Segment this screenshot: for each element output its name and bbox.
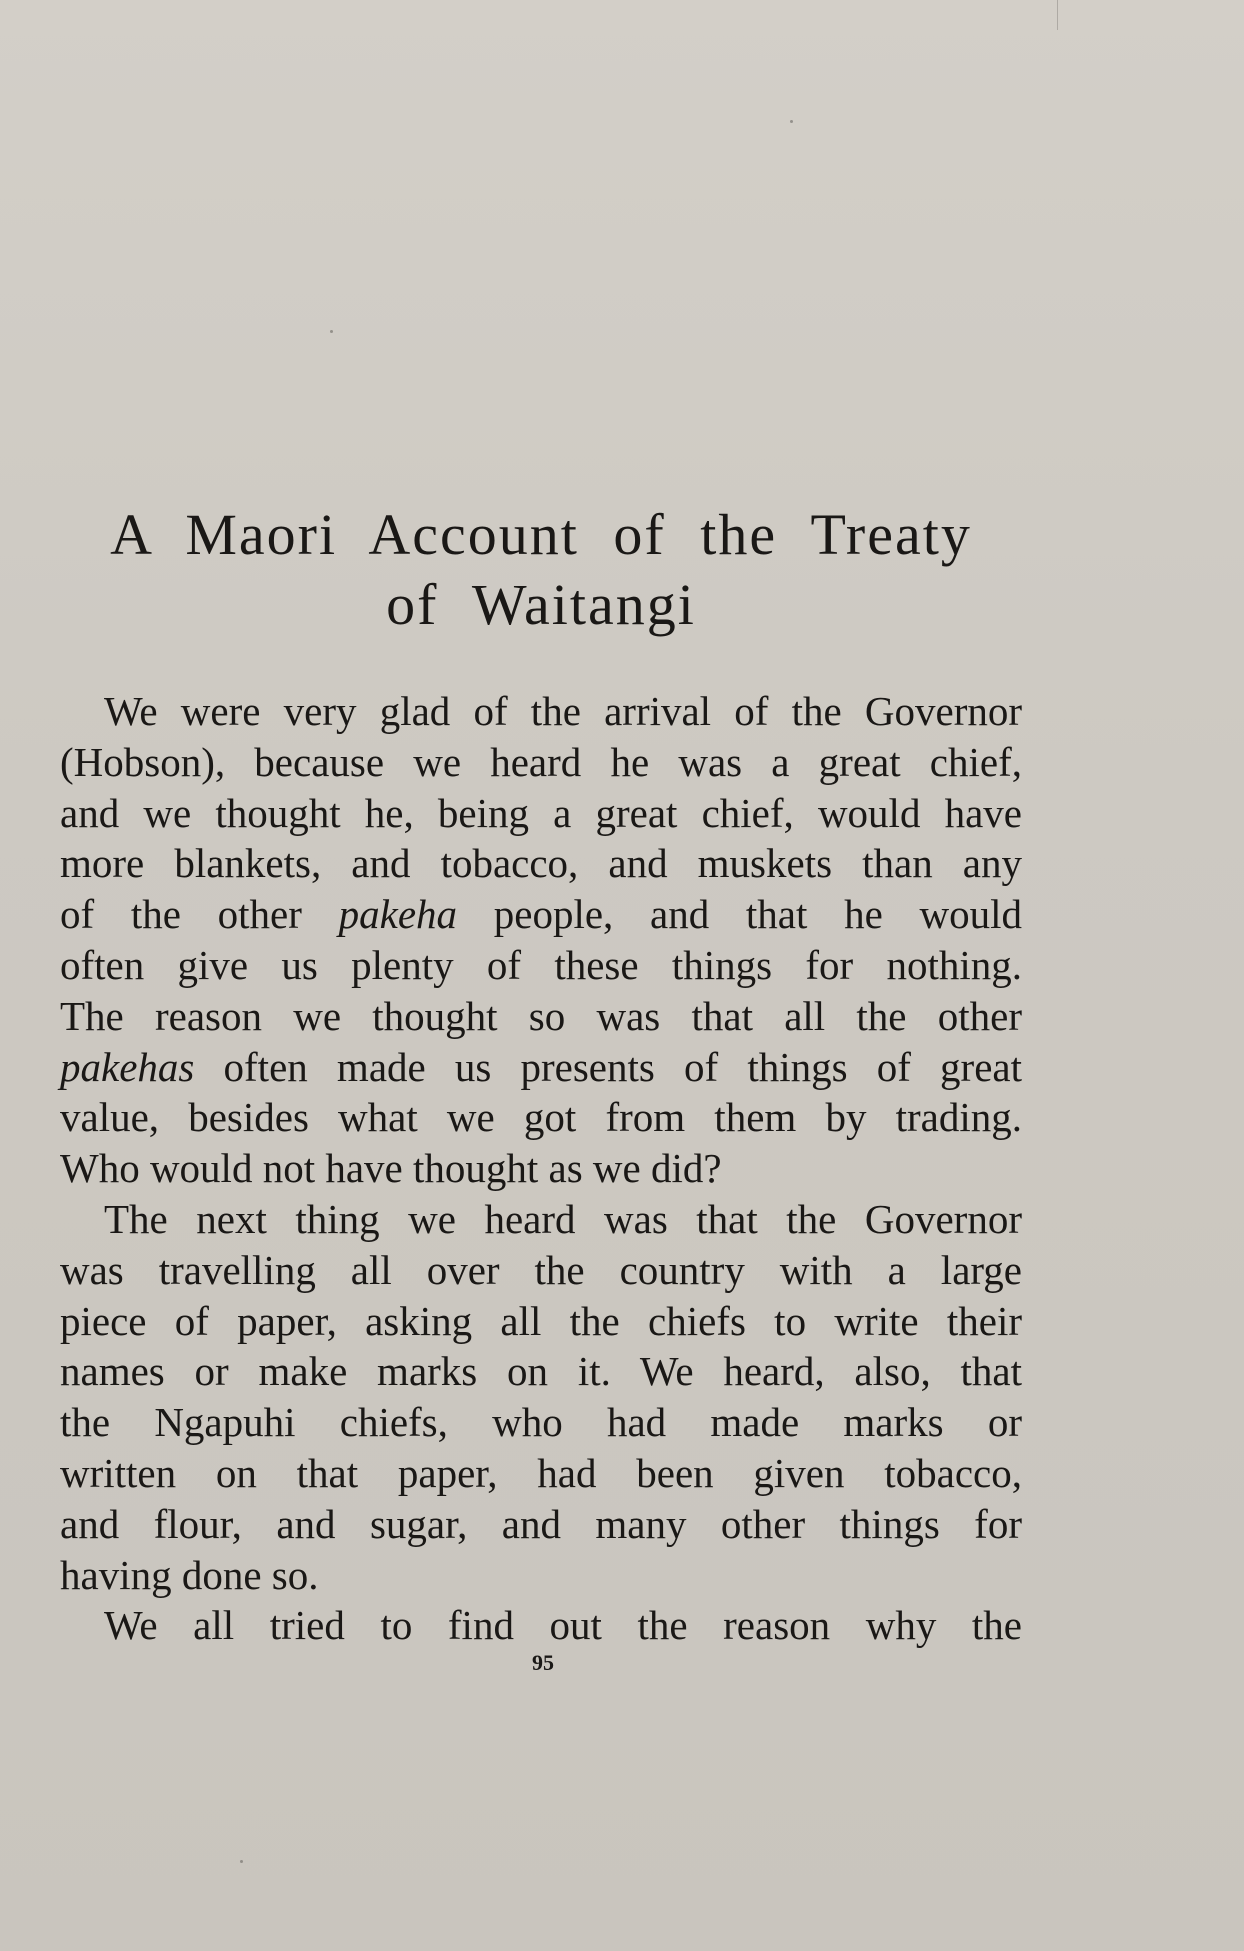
text-line: We were very glad of the arrival of the Governor bbox=[104, 688, 1022, 734]
text-line: piece of paper, asking all the chiefs to write their bbox=[60, 1297, 1022, 1344]
text-line: and flour, and sugar, and many other things for bbox=[60, 1500, 1022, 1547]
italic-word: pakeha bbox=[338, 891, 458, 938]
paragraph-3 bbox=[60, 1600, 1022, 1651]
text-line: value, besides what we got from them by trading. bbox=[60, 1094, 1022, 1141]
body-text bbox=[60, 686, 1022, 1651]
text-line: and we thought he, being a great chief, would have bbox=[60, 789, 1022, 836]
paper-speck bbox=[790, 120, 793, 123]
paragraph-2 bbox=[60, 1194, 1022, 1600]
chapter-title-line-1: A Maori Account of the Treaty bbox=[110, 502, 972, 567]
text-line: We all tried to find out the reason why the bbox=[104, 1602, 1022, 1649]
italic-word: pakehas bbox=[60, 1043, 195, 1090]
text-line: The next thing we heard was that the Governor bbox=[104, 1195, 1022, 1242]
text-line: having done so. bbox=[60, 1551, 319, 1598]
text-line: (Hobson), because we heard he was a great chief, bbox=[60, 738, 1022, 785]
paper-speck bbox=[240, 1860, 243, 1863]
text-line: The reason we thought so was that all the other bbox=[60, 992, 1022, 1039]
text-line: written on that paper, had been given tobacco, bbox=[60, 1449, 1022, 1496]
text-line: pakehas often made us presents of things of great bbox=[60, 1043, 1022, 1090]
text-line: more blankets, and tobacco, and muskets than any bbox=[60, 840, 1022, 887]
text-line: Who would not have thought as we did? bbox=[60, 1145, 722, 1192]
text-line: of the other pakeha people, and that he would bbox=[60, 891, 1022, 938]
page-edge-mark bbox=[1057, 0, 1058, 30]
chapter-title-line-2: of Waitangi bbox=[386, 572, 696, 637]
paragraph-1 bbox=[60, 686, 1022, 1194]
text-line: often give us plenty of these things for nothing. bbox=[60, 941, 1022, 988]
text-line: the Ngapuhi chiefs, who had made marks or bbox=[60, 1399, 1022, 1446]
paper-speck bbox=[330, 330, 333, 333]
text-line: names or make marks on it. We heard, also, that bbox=[60, 1348, 1022, 1395]
chapter-title bbox=[60, 500, 1022, 640]
text-line: was travelling all over the country with a large bbox=[60, 1246, 1022, 1293]
page-number: 95 bbox=[532, 1650, 554, 1675]
